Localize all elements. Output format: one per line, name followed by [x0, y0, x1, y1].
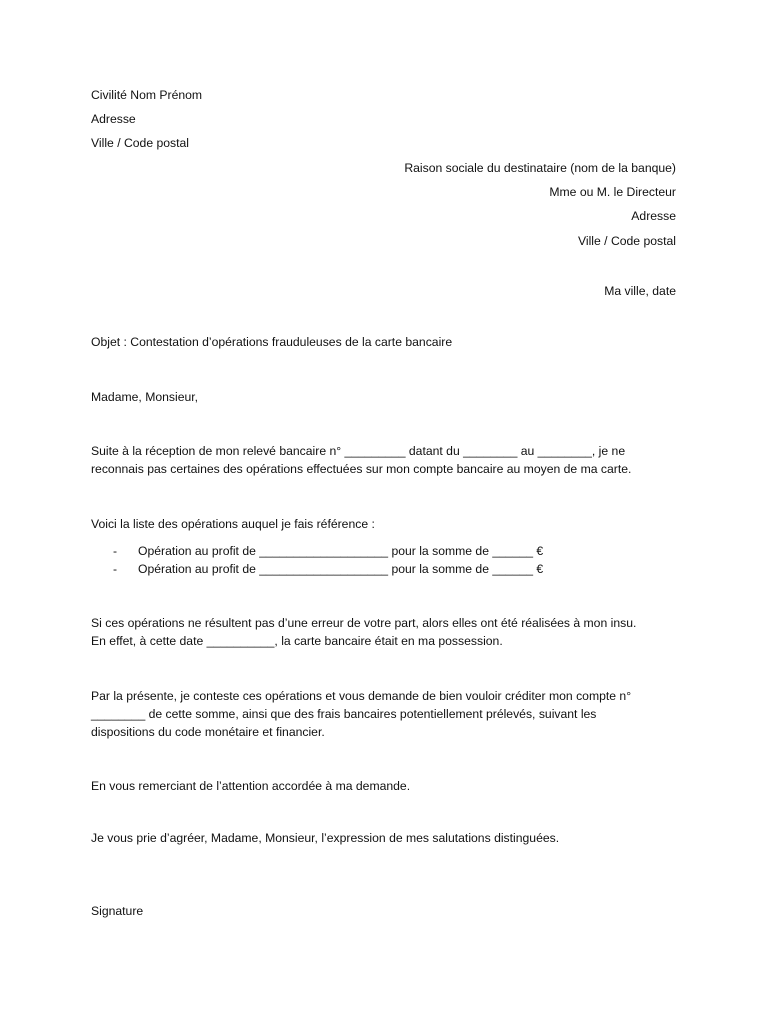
subject-line: Objet : Contestation d’opérations frauduleuses de la carte bancaire: [91, 335, 453, 349]
place-date: Ma ville, date: [604, 284, 676, 298]
sender-name: Civilité Nom Prénom: [91, 88, 203, 102]
paragraph-1-line-1: Suite à la réception de mon relevé bancaire n° _________ datant du ________ au ________, je ne: [91, 444, 626, 458]
operation-item-2: Opération au profit de ___________________ pour la somme de ______ €: [138, 562, 544, 576]
signature-label: Signature: [91, 904, 144, 918]
paragraph-2-line-2: En effet, à cette date __________, la carte bancaire était en ma possession.: [91, 634, 503, 648]
salutation: Madame, Monsieur,: [91, 390, 199, 404]
recipient-address: Adresse: [631, 209, 676, 223]
closing-line: Je vous prie d’agréer, Madame, Monsieur, l’expression de mes salutations distinguées.: [91, 831, 560, 845]
paragraph-3-line-1: Par la présente, je conteste ces opérations et vous demande de bien vouloir créditer mon compte n°: [91, 689, 632, 703]
list-bullet: -: [113, 544, 118, 558]
sender-city: Ville / Code postal: [91, 136, 190, 150]
paragraph-2-line-1: Si ces opérations ne résultent pas d’une erreur de votre part, alors elles ont été réalisées à mon insu.: [91, 616, 637, 630]
paragraph-3-line-3: dispositions du code monétaire et financier.: [91, 725, 325, 739]
recipient-company: Raison sociale du destinataire (nom de la banque): [404, 161, 676, 175]
paragraph-1-line-2: reconnais pas certaines des opérations effectuées sur mon compte bancaire au moyen de ma carte.: [91, 462, 632, 476]
sender-address: Adresse: [91, 112, 136, 126]
operations-intro: Voici la liste des opérations auquel je fais référence :: [91, 517, 375, 531]
recipient-director: Mme ou M. le Directeur: [549, 185, 676, 199]
thanks-line: En vous remerciant de l’attention accordée à ma demande.: [91, 779, 411, 793]
paragraph-3-line-2: ________ de cette somme, ainsi que des frais bancaires potentiellement prélevés, suivant les: [91, 707, 597, 721]
list-bullet: -: [113, 562, 118, 576]
recipient-city: Ville / Code postal: [577, 234, 676, 248]
operation-item-1: Opération au profit de ___________________ pour la somme de ______ €: [138, 544, 544, 558]
